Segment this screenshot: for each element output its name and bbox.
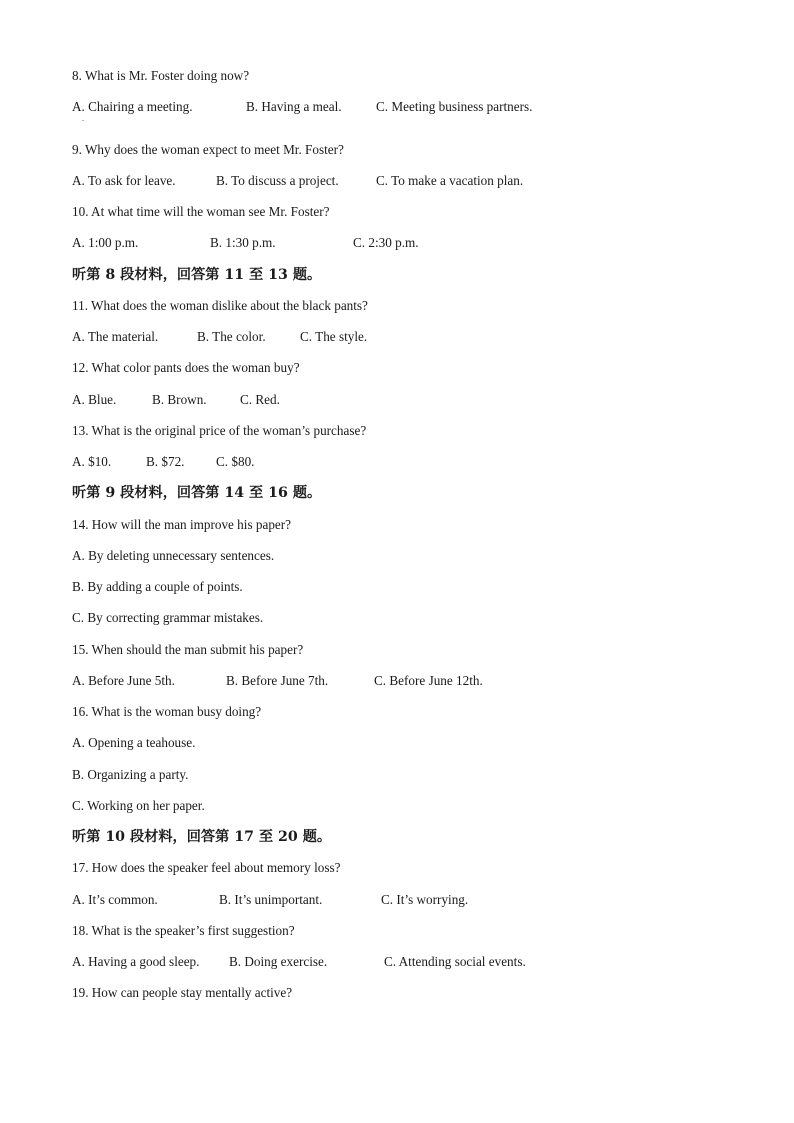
stray-dot-mark: . (82, 114, 84, 124)
option-14a: A. By deleting unnecessary sentences. (72, 547, 275, 563)
option-18b: B. Doing exercise. (229, 954, 328, 969)
option-18c: C. Attending social events. (384, 954, 526, 969)
question-17: 17. How does the speaker feel about memory loss? (72, 860, 341, 876)
question-15: 15. When should the man submit his paper? (72, 641, 304, 657)
option-11b: B. The color. (197, 329, 266, 344)
option-9a: A. To ask for leave. (72, 172, 176, 188)
question-15-options (72, 671, 752, 702)
option-13b: B. $72. (146, 454, 185, 469)
option-16a: A. Opening a teahouse. (72, 735, 196, 751)
option-17a: A. It’s common. (72, 891, 158, 907)
question-10-options (72, 233, 752, 264)
option-17b: B. It’s unimportant. (219, 891, 323, 907)
spacer (72, 129, 752, 140)
question-8-options (72, 97, 752, 128)
option-9b: B. To discuss a project. (216, 172, 339, 188)
question-12: 12. What color pants does the woman buy? (72, 360, 300, 376)
option-9c: C. To make a vacation plan. (376, 172, 524, 188)
question-10: 10. At what time will the woman see Mr. Foster? (72, 204, 330, 219)
section-heading-10: 听第 10 段材料，回答第 17 至 20 题。 (72, 829, 332, 845)
option-12b: B. Brown. (152, 391, 207, 407)
exam-page (72, 66, 752, 1015)
option-16b: B. Organizing a party. (72, 766, 189, 782)
question-12-options (72, 390, 752, 421)
option-10a: A. 1:00 p.m. (72, 235, 139, 251)
section-heading-8: 听第 8 段材料，回答第 11 至 13 题。 (72, 266, 322, 283)
option-10c: C. 2:30 p.m. (353, 235, 419, 251)
question-16: 16. What is the woman busy doing? (72, 704, 262, 719)
option-15c: C. Before June 12th. (374, 672, 483, 688)
option-15b: B. Before June 7th. (226, 672, 329, 688)
question-9: 9. Why does the woman expect to meet Mr. Foster? (72, 141, 344, 157)
question-19: 19. How can people stay mentally active? (72, 985, 293, 1001)
option-14b: B. By adding a couple of points. (72, 579, 243, 594)
option-18a: A. Having a good sleep. (72, 954, 200, 969)
question-18-options (72, 952, 752, 983)
option-8b: B. Having a meal. (246, 99, 342, 115)
option-15a: A. Before June 5th. (72, 672, 175, 688)
question-13: 13. What is the original price of the woman’s purchase? (72, 422, 367, 438)
question-11-options (72, 327, 752, 358)
option-11a: A. The material. (72, 329, 159, 344)
question-17-options (72, 890, 752, 921)
question-11: 11. What does the woman dislike about the black pants? (72, 297, 368, 313)
option-11c: C. The style. (300, 329, 368, 344)
option-8c: C. Meeting business partners. (376, 99, 533, 115)
question-9-options (72, 171, 752, 202)
question-13-options (72, 452, 752, 483)
section-heading-9: 听第 9 段材料，回答第 14 至 16 题。 (72, 485, 322, 502)
option-14c: C. By correcting grammar mistakes. (72, 610, 264, 626)
option-13a: A. $10. (72, 454, 112, 469)
option-16c: C. Working on her paper. (72, 797, 205, 813)
option-10b: B. 1:30 p.m. (210, 235, 276, 251)
option-13c: C. $80. (216, 454, 255, 469)
option-12c: C. Red. (240, 391, 280, 407)
option-17c: C. It’s worrying. (381, 891, 469, 907)
option-8a: A. Chairing a meeting. (72, 99, 193, 115)
question-14: 14. How will the man improve his paper? (72, 516, 292, 532)
question-18: 18. What is the speaker’s first suggestion? (72, 922, 295, 938)
question-8: 8. What is Mr. Foster doing now? (72, 68, 250, 83)
option-12a: A. Blue. (72, 391, 117, 407)
